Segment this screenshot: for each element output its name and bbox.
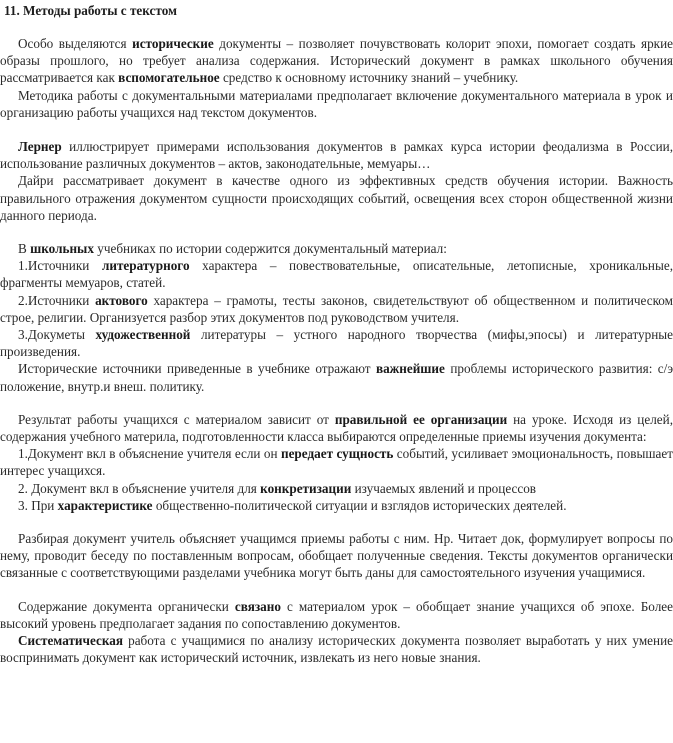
text-run: Результат работы учащихся с материалом зависит от xyxy=(18,411,335,427)
text-run: проблемы исторического развития: с/э положение, внутр.и внеш. политику. xyxy=(0,361,673,394)
text-run: Дайри рассматривает документ в качестве одного из эффективных средств обучения истории. Важность правильного отражения документом сущности происходящих событий, освещения всех сторон общественной жизни данного периода. xyxy=(0,173,673,223)
paragraph xyxy=(0,411,673,445)
text-run: документы – позволяет почувствовать колорит эпохи, помогает создать яркие образы прошлого, но требует анализа содержания. Исторический документ в рамках школьного обучения рассматривается как xyxy=(0,36,673,86)
paragraph xyxy=(0,172,673,224)
bold-term: Лернер xyxy=(18,139,62,155)
text-run: 2. Документ вкл в объяснение учителя для xyxy=(18,480,261,496)
bold-term: характеристике xyxy=(57,497,153,513)
bold-term: конкретизации xyxy=(260,480,352,496)
bold-term: художественной xyxy=(95,327,191,343)
text-run: событий, усиливает эмоциональность, повышает интерес учащихся. xyxy=(0,446,673,479)
bold-term: передает сущность xyxy=(280,446,394,462)
text-run: работа с учащимися по анализу исторических документа позволяет выработать у них умение воспринимать документ как исторический источник, извлекать из него новые знания. xyxy=(0,633,673,666)
list-item xyxy=(0,257,673,291)
text-run: В xyxy=(18,241,31,257)
bold-term: исторические xyxy=(132,36,214,51)
paragraph xyxy=(0,360,673,394)
text-run: изучаемых явлений и процессов xyxy=(351,480,537,496)
paragraph xyxy=(0,530,673,582)
paragraph xyxy=(0,598,673,632)
bold-term: правильной ее организации xyxy=(334,411,508,427)
text-run: 2.Источники xyxy=(18,292,96,308)
bold-term: школьных xyxy=(30,241,94,257)
bold-term: актового xyxy=(95,292,148,308)
text-run: учебниках по истории содержится документальный материал: xyxy=(93,241,447,257)
section-heading: 11. Методы работы с текстом xyxy=(4,3,178,18)
bold-term: литературного xyxy=(101,258,190,274)
bold-term: связано xyxy=(234,598,281,614)
bold-term: Систематическая xyxy=(18,633,123,649)
paragraph xyxy=(0,35,673,87)
text-run: литературы – устного народного творчества (мифы,эпосы) и литературные произведения. xyxy=(0,327,673,360)
list-item xyxy=(0,326,673,360)
list-item xyxy=(0,480,673,497)
text-run: характера – грамоты, тесты законов, свидетельствуют об общественном и политическом строе, религии. Организуется разбор этих документов под руководством учителя. xyxy=(0,292,673,325)
paragraph xyxy=(0,87,673,121)
paragraph xyxy=(0,240,673,257)
text-run: характера – повествовательные, описательные, летописные, хроникальные, фрагменты мемуаров, статей. xyxy=(0,258,673,291)
text-run: с материалом урок – обобщает знание учащихся об эпохе. Более высокий уровень предполагает задания по сопоставлению документов. xyxy=(0,598,673,631)
text-run: 3.Докуметы xyxy=(18,327,96,343)
text-run: средство к основному источнику знаний – учебнику. xyxy=(219,70,519,86)
paragraph xyxy=(0,632,673,666)
list-item xyxy=(0,292,673,326)
text-run: 1.Источники xyxy=(18,258,102,274)
text-run: общественно-политической ситуации и взглядов исторических деятелей. xyxy=(152,497,567,513)
text-run: Исторические источники приведенные в учебнике отражают xyxy=(18,361,376,377)
text-run: Особо выделяются xyxy=(18,36,133,51)
text-run: на уроке. Исходя из целей, содержания учебного материла, подготовленности класса выбираются определенные приемы изучения документа: xyxy=(0,411,673,445)
text-run: Разбирая документ учитель объясняет учащимся приемы работы с ним. Нр. Читает док, формулирует вопросы по нему, проводит беседу по поставленным вопросам, обобщает полученные сведения. Тексты документов органически связанные с соответствующими разделами учебника могут быть даны для самостоятельного изучения учащимися. xyxy=(0,531,673,581)
paragraph xyxy=(0,138,673,172)
text-run: иллюстрирует примерами использования документов в рамках курса истории феодализма в России, использование различных документов – актов, законодательные, мемуары… xyxy=(0,139,673,172)
text-run: Содержание документа органически xyxy=(18,598,235,614)
bold-term: важнейшие xyxy=(375,361,445,377)
text-run: Методика работы с документальными материалами предполагает включение документального материала в урок и организацию работы учащихся над текстом документов. xyxy=(0,87,673,120)
text-run: 1.Документ вкл в объяснение учителя если он xyxy=(18,446,281,462)
text-run: 3. При xyxy=(18,497,58,513)
bold-term: вспомогательное xyxy=(118,70,220,86)
list-item xyxy=(0,497,673,514)
list-item xyxy=(0,445,673,479)
